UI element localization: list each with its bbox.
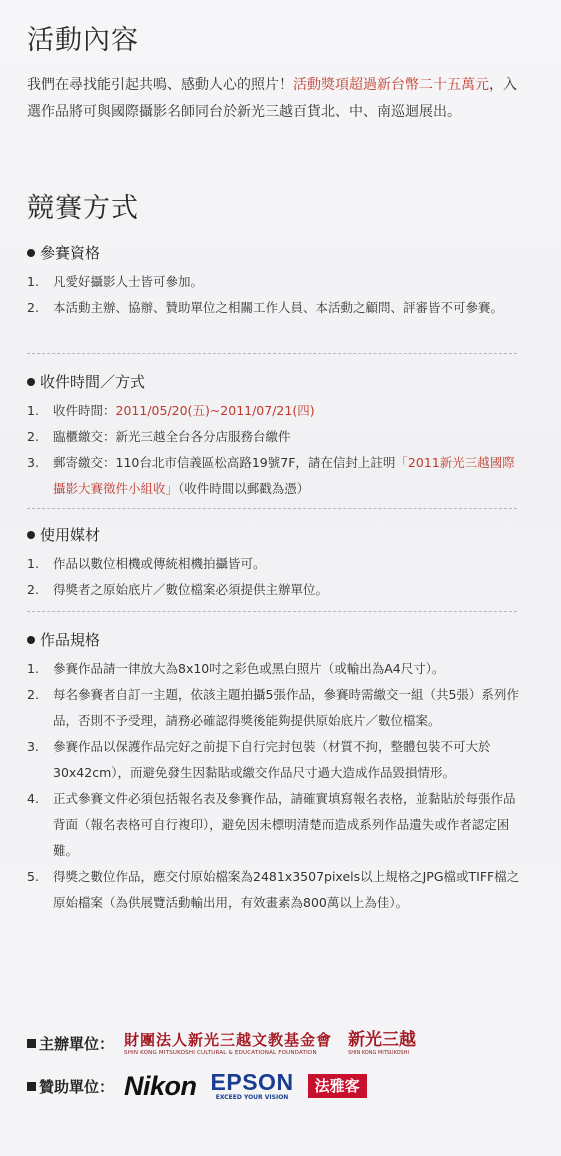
divider — [27, 611, 517, 612]
epson-logo: EPSON EXCEED YOUR VISION — [210, 1069, 294, 1101]
organizer-label: 主辦單位： — [39, 1035, 115, 1053]
specs-heading: 作品規格 — [27, 627, 527, 653]
skm-logo: 新光三越 SHIN KONG MITSUKOSHI — [348, 1030, 417, 1056]
activity-prize-text: 活動獎項超過新台幣二十五萬元 — [293, 77, 489, 93]
divider — [27, 353, 517, 354]
list-item: 3. 郵寄繳交：110台北市信義區松高路19號7F，請在信封上註明「2011新光三越國際攝影大賽徵件小組收」（收件時間以郵戳為憑） — [27, 455, 515, 496]
list-item: 1. 凡愛好攝影人士皆可參加。 — [27, 274, 204, 289]
nikon-logo: Nikon — [124, 1070, 197, 1101]
competition-title: 競賽方式 — [27, 193, 139, 224]
media-heading: 使用媒材 — [27, 522, 527, 548]
list-item: 5. 得獎之數位作品，應交付原始檔案為2481x3507pixels以上規格之JPG檔或TIFF檔之原始檔案（為供展覽活動輸出用，有效畫素為800萬以上為佳）。 — [27, 869, 520, 910]
list-item: 4. 正式參賽文件必須包括報名表及參賽作品，請確實填寫報名表格，並黏貼於每張作品背面（報名表格可自行複印），避免因未標明清楚而造成系列作品遺失或作者認定困難。 — [27, 791, 516, 858]
divider — [27, 508, 517, 509]
submission-date-range: 2011/05/20(五)~2011/07/21(四) — [115, 403, 315, 418]
list-item: 1. 收件時間：2011/05/20(五)~2011/07/21(四) — [27, 403, 315, 418]
list-item: 2. 每名參賽者自訂一主題，依該主題拍攝5張作品，參賽時需繳交一組（共5張）系列作品，否則不予受理，請務必確認得獎後能夠提供原始底片／數位檔案。 — [27, 687, 519, 728]
list-item: 3. 參賽作品以保護作品完好之前提下自行完封包裝（材質不拘，整體包裝不可大於30x42cm），而避免發生因黏貼或繳交作品尺寸過大造成作品毀損情形。 — [27, 739, 491, 780]
activity-paragraph — [27, 72, 527, 126]
activity-text-b: ，入選作品將可與國際攝影名師同台於新光三越百貨北、中、南巡迴展出。 — [27, 77, 517, 120]
fnac-logo: 法雅客 — [308, 1074, 367, 1098]
specs-section — [27, 627, 527, 916]
bullet-icon — [27, 249, 35, 257]
foundation-logo: 財團法人新光三越文教基金會 SHIN KONG MITSUKOSHI CULTURAL & EDUCATIONAL FOUNDATION — [124, 1030, 333, 1056]
list-item: 1. 參賽作品請一律放大為8x10吋之彩色或黑白照片（或輸出為A4尺寸）。 — [27, 661, 445, 676]
list-item: 2. 本活動主辦、協辦、贊助單位之相關工作人員、本活動之顧問、評審皆不可參賽。 — [27, 300, 504, 315]
activity-title: 活動內容 — [27, 25, 139, 56]
square-bullet-icon — [27, 1082, 36, 1091]
eligibility-heading: 參賽資格 — [27, 240, 527, 266]
square-bullet-icon — [27, 1039, 36, 1048]
submission-section — [27, 369, 527, 502]
sponsor-label: 贊助單位： — [39, 1077, 115, 1096]
sponsor-row — [27, 1070, 367, 1102]
activity-text-a: 我們在尋找能引起共鳴、感動人心的照片！ — [27, 77, 293, 93]
eligibility-section — [27, 240, 527, 321]
list-item: 2. 臨櫃繳交：新光三越全台各分店服務台繳件 — [27, 429, 291, 444]
bullet-icon — [27, 378, 35, 386]
bullet-icon — [27, 531, 35, 539]
bullet-icon — [27, 636, 35, 644]
mail-attention-text: 「2011新光三越國際攝影大賽徵件小組收」 — [53, 455, 515, 496]
submission-heading: 收件時間／方式 — [27, 369, 527, 395]
organizer-row — [27, 1030, 416, 1057]
media-section — [27, 522, 527, 603]
list-item: 2. 得獎者之原始底片／數位檔案必須提供主辦單位。 — [27, 582, 329, 597]
list-item: 1. 作品以數位相機或傳統相機拍攝皆可。 — [27, 556, 266, 571]
